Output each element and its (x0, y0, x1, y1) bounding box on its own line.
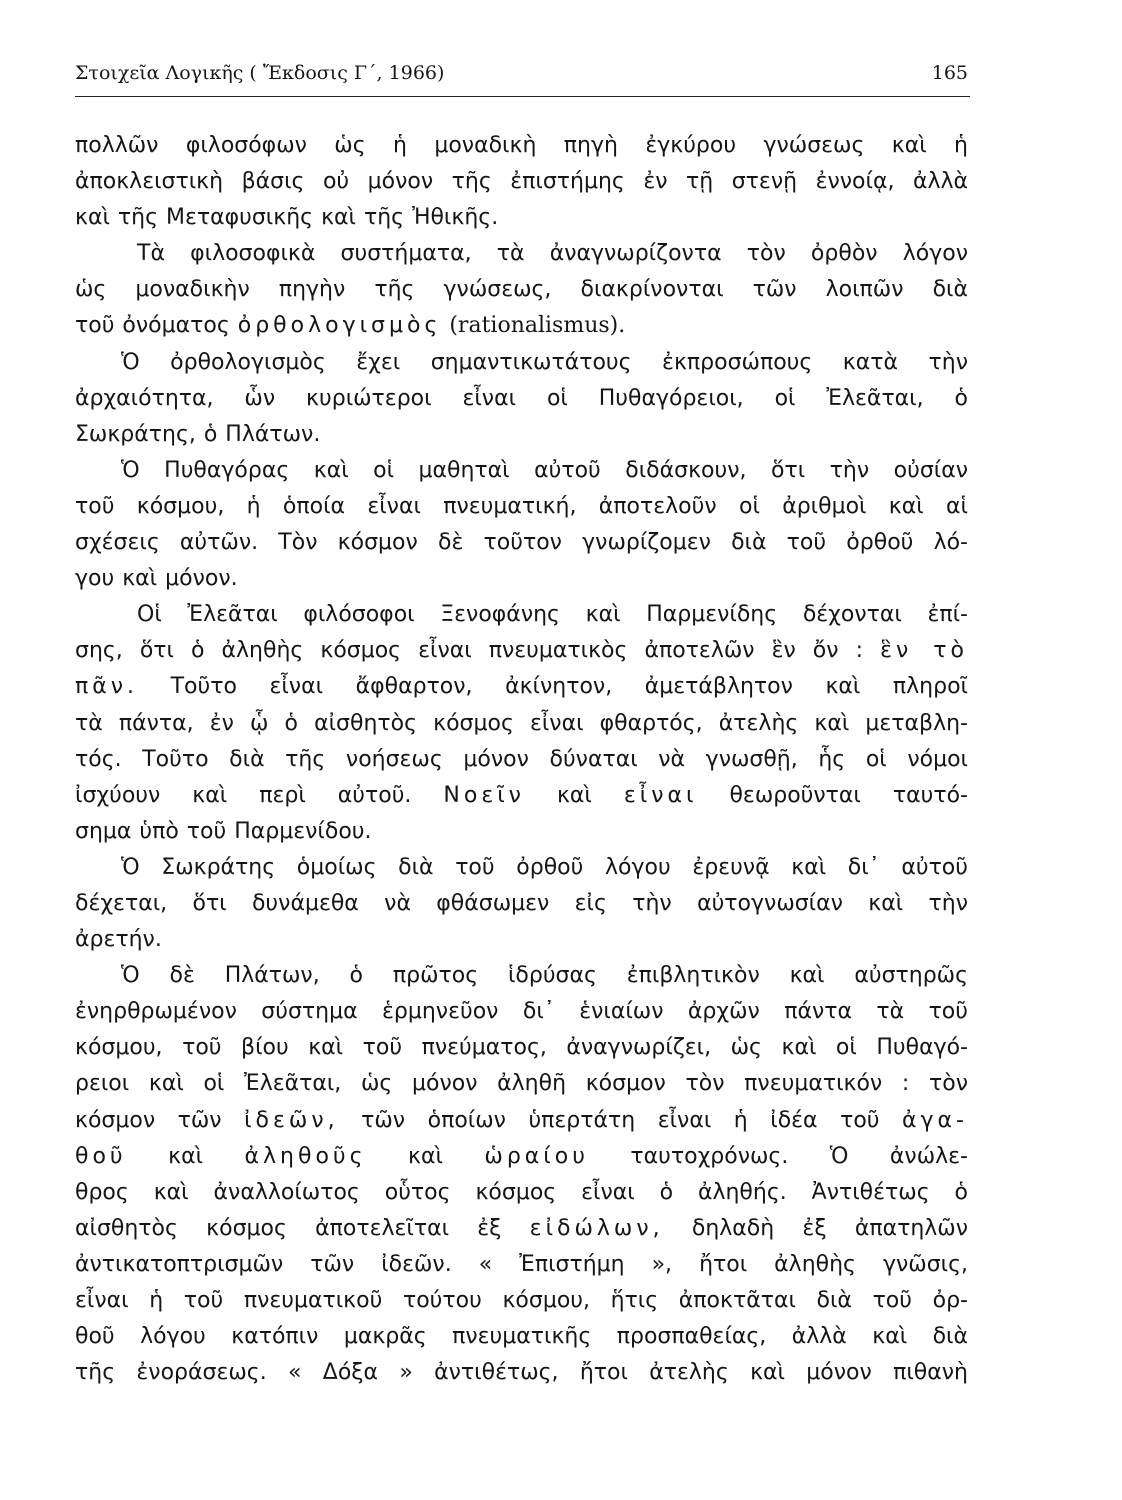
running-header (75, 62, 968, 84)
text-line: καὶ τῆς Μεταφυσικῆς καὶ τῆς Ἠθικῆς. (75, 205, 499, 231)
text-line: πολλῶν φιλοσόφων ὡς ἡ μοναδικὴ πηγὴ ἐγκύρου γνώσεως καὶ ἡ (75, 133, 968, 158)
page-number: 165 (931, 62, 968, 84)
text-line: κόσμου, τοῦ βίου καὶ τοῦ πνεύματος, ἀναγνωρίζει, ὡς καὶ οἱ Πυθαγό- (75, 1035, 968, 1061)
text-line: Σωκράτης, ὁ Πλάτων. (75, 421, 321, 447)
body-text (75, 128, 968, 1391)
text-line: αἰσθητὸς κόσμος ἀποτελεῖται ἐξ εἰδώλων, δηλαδὴ ἐξ ἀπατηλῶν (75, 1215, 969, 1241)
text-line: τός. Τοῦτο διὰ τῆς νοήσεως μόνον δύναται νὰ γνωσθῇ, ἧς οἱ νόμοι (75, 746, 968, 772)
text-line: τοῦ ὀνόματος ὀρθολογισμὸς (rationalismus). (75, 313, 626, 339)
text-line: Τὰ φιλοσοφικὰ συστήματα, τὰ ἀναγνωρίζοντα τὸν ὀρθὸν λόγον (137, 241, 968, 267)
running-title: Στοιχεῖα Λογικῆς ( Ἔκδοσις Γ΄, 1966) (75, 62, 445, 84)
spaced-term: ὡραίου (484, 1143, 589, 1169)
spaced-term: Νοεῖν (443, 782, 525, 808)
spaced-term: ἓν τὸ (880, 638, 968, 664)
spaced-term: ὀρθολογισμὸς (237, 313, 442, 339)
text-line: τοῦ κόσμου, ἡ ὁποία εἶναι πνευματική, ἀποτελοῦν οἱ ἀριθμοὶ καὶ αἱ (75, 493, 968, 519)
text-line: θοῦ λόγου κατόπιν μακρᾶς πνευματικῆς προσπαθείας, ἀλλὰ καὶ διὰ (75, 1324, 968, 1350)
text-line: ἰσχύουν καὶ περὶ αὐτοῦ. Νοεῖν καὶ εἶναι θεωροῦνται ταυτό- (75, 782, 968, 808)
text-line: Ὁ Σωκράτης ὁμοίως διὰ τοῦ ὀρθοῦ λόγου ἐρευνᾷ καὶ δι᾽ αὐτοῦ (121, 854, 968, 880)
text-line: σης, ὅτι ὁ ἀληθὴς κόσμος εἶναι πνευματικὸς ἀποτελῶν ἓν ὄν : ἓν τὸ (75, 638, 968, 664)
spaced-term: ἀληθοῦς (244, 1143, 367, 1169)
text-line: κόσμον τῶν ἰδεῶν, τῶν ὁποίων ὑπερτάτη εἶναι ἡ ἰδέα τοῦ ἀγα- (75, 1107, 968, 1133)
text-line: πᾶν. Τοῦτο εἶναι ἄφθαρτον, ἀκίνητον, ἀμετάβλητον καὶ πληροῖ (75, 674, 968, 700)
text-line: σχέσεις αὐτῶν. Τὸν κόσμον δὲ τοῦτον γνωρίζομεν διὰ τοῦ ὀρθοῦ λό- (75, 530, 968, 556)
text-line: Ὁ ὀρθολογισμὸς ἔχει σημαντικωτάτους ἐκπροσώπους κατὰ τὴν (121, 349, 968, 375)
text-line: Ὁ δὲ Πλάτων, ὁ πρῶτος ἱδρύσας ἐπιβλητικὸν καὶ αὐστηρῶς (121, 963, 968, 989)
spaced-term: ἀγα- (902, 1107, 968, 1133)
text-line: τῆς ἐνοράσεως. « Δόξα » ἀντιθέτως, ἤτοι ἀτελὴς καὶ μόνον πιθανὴ (75, 1360, 968, 1386)
text-line: σημα ὑπὸ τοῦ Παρμενίδου. (75, 818, 372, 844)
text-line: ἀρχαιότητα, ὧν κυριώτεροι εἶναι οἱ Πυθαγόρειοι, οἱ Ἐλεᾶται, ὁ (75, 385, 968, 411)
spaced-term: θοῦ (75, 1143, 127, 1169)
text-line: ὡς μοναδικὴν πηγὴν τῆς γνώσεως, διακρίνονται τῶν λοιπῶν διὰ (75, 277, 968, 303)
spaced-term: πᾶν. (75, 674, 139, 700)
text-line: ἀρετήν. (75, 927, 162, 953)
text-line: θρος καὶ ἀναλλοίωτος οὗτος κόσμος εἶναι ὁ ἀληθής. Ἀντιθέτως ὁ (75, 1179, 968, 1205)
spaced-term: εἰδώλων, (529, 1215, 664, 1241)
text-line: ρειοι καὶ οἱ Ἐλεᾶται, ὡς μόνον ἀληθῆ κόσμον τὸν πνευματικόν : τὸν (75, 1071, 968, 1097)
text-line: θοῦ καὶ ἀληθοῦς καὶ ὡραίου ταυτοχρόνως. Ὁ ἀνώλε- (75, 1143, 968, 1169)
text-line: τὰ πάντα, ἐν ᾧ ὁ αἰσθητὸς κόσμος εἶναι φθαρτός, ἀτελὴς καὶ μεταβλη- (75, 710, 968, 736)
text-line: γου καὶ μόνον. (75, 566, 238, 592)
header-rule (75, 96, 970, 97)
text-line: δέχεται, ὅτι δυνάμεθα νὰ φθάσωμεν εἰς τὴν αὐτογνωσίαν καὶ τὴν (75, 890, 968, 916)
spaced-term: ἰδεῶν, (244, 1107, 339, 1133)
text-line: ἀποκλειστικὴ βάσις οὐ μόνον τῆς ἐπιστήμης ἐν τῇ στενῇ ἐννοίᾳ, ἀλλὰ (75, 169, 968, 195)
spaced-term: εἶναι (623, 782, 698, 808)
text-line: Ὁ Πυθαγόρας καὶ οἱ μαθηταὶ αὐτοῦ διδάσκουν, ὅτι τὴν οὐσίαν (121, 457, 968, 483)
text-line: ἐνηρθρωμένον σύστημα ἑρμηνεῦον δι᾽ ἑνιαίων ἀρχῶν πάντα τὰ τοῦ (75, 999, 968, 1025)
text-line: Οἱ Ἐλεᾶται φιλόσοφοι Ξενοφάνης καὶ Παρμενίδης δέχονται ἐπί- (137, 602, 968, 628)
text-line: εἶναι ἡ τοῦ πνευματικοῦ τούτου κόσμου, ἥτις ἀποκτᾶται διὰ τοῦ ὀρ- (75, 1288, 968, 1313)
text-line: ἀντικατοπτρισμῶν τῶν ἰδεῶν. « Ἐπιστήμη », ἤτοι ἀληθὴς γνῶσις, (75, 1251, 968, 1277)
